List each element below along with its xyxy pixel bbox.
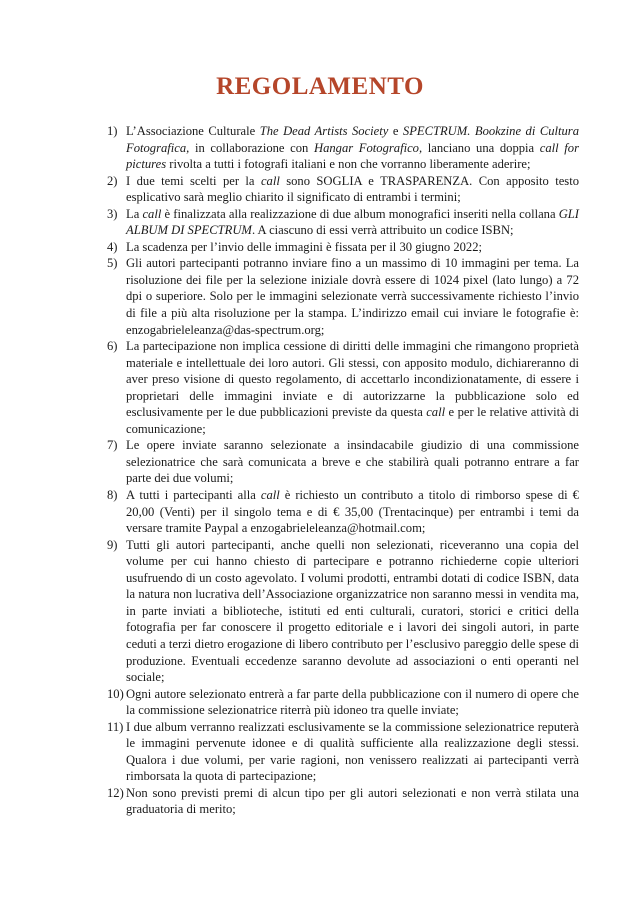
rule-item (107, 338, 579, 437)
page-title: REGOLAMENTO (216, 73, 424, 100)
rule-text-italic: GLI ALBUM DI SPECTRUM (126, 206, 579, 238)
rule-text (126, 437, 579, 487)
rule-text-segment: Le opere inviate saranno selezionate a insindacabile giudizio di una commissione selezionatrice che sarà comunicata a breve e che stabilirà quali potranno entrare a far parte dei due volumi; (126, 438, 579, 486)
rule-text-italic: The Dead Artists Society (259, 124, 389, 138)
rule-number: 8) (107, 488, 118, 503)
rule-text (126, 206, 579, 239)
rule-text (126, 719, 579, 785)
rule-text-italic: call for pictures (126, 140, 579, 172)
rule-text-segment: sono SOGLIA e TRASPARENZA. Con apposito testo esplicativo sarà meglio chiarito il significato di entrambi i termini; (126, 173, 579, 205)
rule-item (107, 437, 579, 487)
rule-text-segment: L’Associazione Culturale (126, 124, 260, 138)
rule-number: 2) (107, 173, 118, 188)
rule-text-segment: Non sono previsti premi di alcun tipo per gli autori selezionati e non verrà stilata una graduatoria di merito; (126, 785, 579, 817)
rule-number: 6) (107, 339, 118, 354)
rule-text-segment: Gli autori partecipanti potranno inviare fino a un massimo di 10 immagini per tema. La risoluzione dei file per la selezione iniziale dovrà essere di 1024 pixel (lato lungo) a 72 dpi o superiore. Solo per le immagini selezionate verrà successivamente richiesto l’invio di file a più alta risoluzione per la stampa. L’indirizzo email cui inviare le fotografie è: enzogabrieleleanza@das-spectrum.org; (126, 256, 579, 337)
rule-text-segment: rivolta a tutti i fotografi italiani e non che vorranno liberamente aderire; (166, 157, 531, 172)
rule-text-segment: e (388, 124, 403, 138)
rule-item (107, 255, 579, 338)
rule-text-segment: e per le relative attività di comunicazione; (126, 405, 579, 436)
rule-text-italic: call (142, 206, 162, 221)
rule-number: 10) (107, 686, 124, 701)
rule-number: 9) (107, 537, 118, 552)
rule-text (126, 487, 579, 537)
rule-text-segment: La (126, 206, 143, 221)
rule-item (107, 487, 579, 537)
rule-text (126, 173, 579, 206)
rule-text (126, 239, 579, 256)
rule-text-segment: I due temi scelti per la (126, 173, 261, 188)
rule-text-segment: La partecipazione non implica cessione di diritti delle immagini che rimangono proprietà materiale e intellettuale dei loro autori. Gli stessi, con apposito modulo, dichiareranno di aver preso visione di questo regolamento, di accettarlo incondizionatamente, di essere i proprietari delle immagini inviate e di autorizzarne la pubblicazione solo ed esclusivamente per le due pubblicazioni previste da questa (126, 339, 579, 420)
rule-text-segment: A tutti i partecipanti alla (126, 488, 261, 503)
rule-text-segment: è richiesto un contributo a titolo di rimborso spese di € 20,00 (Venti) per il singolo tema e di € 35,00 (Trentacinque) per entrambi i temi da versare tramite Paypal a enzogabrieleleanza@hotmail.com; (126, 488, 579, 536)
rule-text (126, 785, 579, 818)
rule-text-segment: lanciano una doppia (422, 140, 540, 155)
rule-text-italic: Hangar Fotografico, (313, 140, 423, 155)
rule-number: 3) (107, 206, 118, 221)
rule-text-italic: SPECTRUM. Bookzine di Cultura Fotografica, (126, 124, 580, 155)
rule-number: 11) (107, 719, 124, 734)
rule-item (107, 785, 579, 818)
rule-item (107, 719, 579, 785)
rule-text-segment: . A ciascuno di essi verrà attribuito un codice ISBN; (251, 223, 514, 238)
rule-number: 12) (107, 785, 124, 800)
rule-text-segment: La scadenza per l’invio delle immagini è fissata per il 30 giugno 2022; (126, 239, 483, 254)
rule-item (107, 173, 579, 206)
rule-number: 4) (107, 239, 118, 254)
rule-item (107, 537, 579, 686)
rule-text (126, 686, 579, 719)
rule-number: 1) (107, 124, 118, 138)
rule-text-italic: call (260, 173, 280, 188)
rule-number: 5) (107, 256, 118, 271)
rule-text-italic: call (426, 405, 446, 420)
rule-text (126, 537, 579, 686)
rule-text (126, 338, 579, 437)
rule-number: 7) (107, 438, 118, 453)
rule-item (107, 123, 579, 173)
rule-text-segment: Ogni autore selezionato entrerà a far parte della pubblicazione con il numero di opere che la commissione selezionatrice riterrà più idoneo tra quelle inviate; (126, 686, 579, 718)
rule-text (126, 255, 579, 338)
rule-text (126, 123, 579, 173)
rule-text-segment: è finalizzata alla realizzazione di due album monografici inseriti nella collana (161, 206, 559, 221)
rule-text-segment: Tutti gli autori partecipanti, anche quelli non selezionati, riceveranno una copia del volume per cui hanno chiesto di partecipare e potranno richiederne copie ulteriori usufruendo di un costo agevolato. I volumi prodotti, entrambi dotati di codice ISBN, data la natura non lucrativa dell’Associazione organizzatrice non saranno messi in vendita ma, in parte inviati a biblioteche, istituti ed enti culturali, curatori, storici e critici della fotografia per far conoscere il progetto editoriale e i lavori dei singoli autori, in parte ceduti a terzi dietro erogazione di libero contributo per l’esclusivo pareggio delle spese di produzione. Eventuali eccedenze saranno devolute ad associazioni o enti operanti nel sociale; (126, 537, 579, 685)
rule-item (107, 239, 579, 256)
rule-text-italic: call (260, 488, 280, 503)
rule-item (107, 206, 579, 239)
rule-text-segment: in collaborazione con (189, 140, 314, 155)
rule-item (107, 686, 579, 719)
rule-text-segment: I due album verranno realizzati esclusivamente se la commissione selezionatrice reputerà le immagini pervenute idonee e di qualità sufficiente alla realizzazione degli stessi. Qualora i due volumi, per varie ragioni, non venissero realizzati ai partecipanti verrà rimborsata la quota di partecipazione; (126, 719, 579, 784)
rules-list (107, 123, 579, 818)
